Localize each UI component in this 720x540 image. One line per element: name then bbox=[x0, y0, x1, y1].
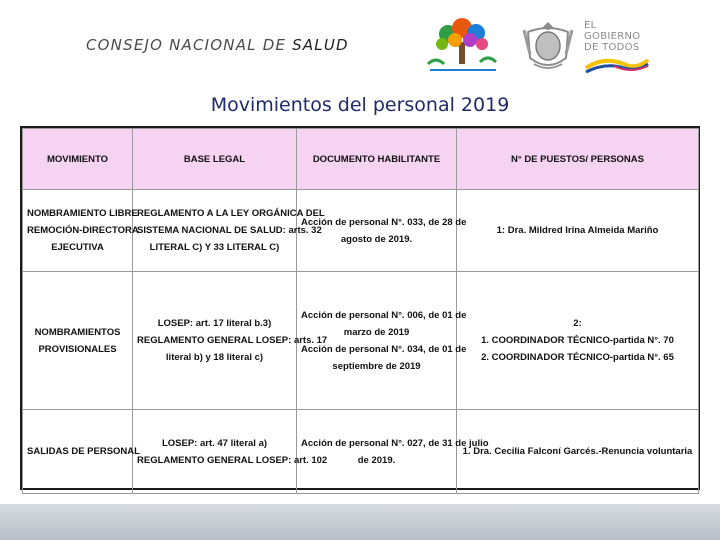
column-header-puestos-personas: N° DE PUESTOS/ PERSONAS bbox=[457, 129, 699, 190]
ecuador-coat-of-arms-seal bbox=[516, 18, 580, 76]
cell-puestos bbox=[457, 190, 699, 272]
cell-puestos bbox=[457, 272, 699, 410]
cell-base-legal bbox=[133, 410, 328, 494]
cell-line: Acción de personal N°. 027, de 31 de julio bbox=[301, 437, 489, 449]
cell-line: PROVISIONALES bbox=[38, 343, 117, 355]
cell-line: septiembre de 2019 bbox=[332, 360, 421, 372]
cell-line: literal b) y 18 literal c) bbox=[165, 352, 264, 363]
cell-line: NOMBRAMIENTO LIBRE bbox=[27, 208, 138, 219]
cell-movimiento bbox=[23, 410, 140, 494]
cell-line: 1: Dra. Mildred Irina Almeida Mariño bbox=[496, 225, 659, 236]
organization-title-accent: SALUD bbox=[292, 36, 349, 54]
cell-line: REGLAMENTO A LA LEY ORGÁNICA DEL bbox=[137, 208, 325, 219]
table-row bbox=[23, 272, 699, 410]
cell-base-legal bbox=[133, 190, 325, 272]
cell-line: Acción de personal N°. 033, de 28 de bbox=[301, 216, 467, 228]
cell-puestos bbox=[457, 410, 699, 494]
cell-documento bbox=[297, 272, 467, 410]
toda-una-vida-logo bbox=[424, 18, 502, 76]
table-row bbox=[23, 410, 699, 494]
organization-title bbox=[86, 36, 349, 54]
cell-movimiento bbox=[23, 272, 133, 410]
organization-title-prefix: CONSEJO NACIONAL DE bbox=[86, 36, 293, 54]
cell-line: 2: bbox=[573, 318, 582, 329]
cell-line: SISTEMA NACIONAL DE SALUD: arts. 32 bbox=[137, 225, 322, 236]
column-header-movimiento: MOVIMIENTO bbox=[23, 129, 133, 190]
cell-line: 2. COORDINADOR TÉCNICO-partida N°. 65 bbox=[481, 352, 674, 363]
cell-line: LITERAL C) Y 33 LITERAL C) bbox=[149, 242, 280, 253]
cell-line: LOSEP: art. 47 literal a) bbox=[161, 437, 268, 449]
cell-line: LOSEP: art. 17 literal b.3) bbox=[157, 318, 272, 329]
footer-band bbox=[0, 504, 720, 540]
cell-line: 1. Dra. Cecilia Falconí Garcés.-Renuncia voluntaria bbox=[462, 446, 693, 457]
cell-line: Acción de personal N°. 006, de 01 de bbox=[301, 309, 467, 321]
cell-line: de 2019. bbox=[357, 454, 396, 466]
page-title: Movimientos del personal 2019 bbox=[210, 94, 510, 116]
cell-line: SALIDAS DE PERSONAL bbox=[27, 446, 140, 457]
cell-line: Acción de personal N°. 034, de 01 de bbox=[301, 343, 467, 355]
personnel-movements-table bbox=[20, 126, 700, 490]
cell-line: REMOCIÓN-DIRECTORA bbox=[27, 225, 139, 236]
cell-movimiento bbox=[23, 190, 139, 272]
cell-line: EJECUTIVA bbox=[51, 242, 104, 253]
cell-base-legal bbox=[133, 272, 328, 410]
gov-logo-text: EL GOBIERNO DE TODOS bbox=[584, 20, 641, 53]
cell-line: marzo de 2019 bbox=[343, 326, 410, 338]
column-header-base-legal: BASE LEGAL bbox=[133, 129, 297, 190]
cell-line: REGLAMENTO GENERAL LOSEP: art. 102 bbox=[137, 454, 328, 466]
cell-documento bbox=[297, 410, 489, 494]
cell-line: 1. COORDINADOR TÉCNICO-partida N°. 70 bbox=[481, 335, 674, 346]
cell-line: NOMBRAMIENTOS bbox=[34, 326, 121, 338]
table-header-row bbox=[23, 129, 699, 190]
table-row bbox=[23, 190, 699, 272]
cell-line: REGLAMENTO GENERAL LOSEP: arts. 17 bbox=[137, 335, 328, 346]
cell-line: agosto de 2019. bbox=[340, 233, 413, 245]
column-header-documento-habilitante: DOCUMENTO HABILITANTE bbox=[297, 129, 457, 190]
gobierno-de-todos-logo bbox=[584, 20, 650, 76]
